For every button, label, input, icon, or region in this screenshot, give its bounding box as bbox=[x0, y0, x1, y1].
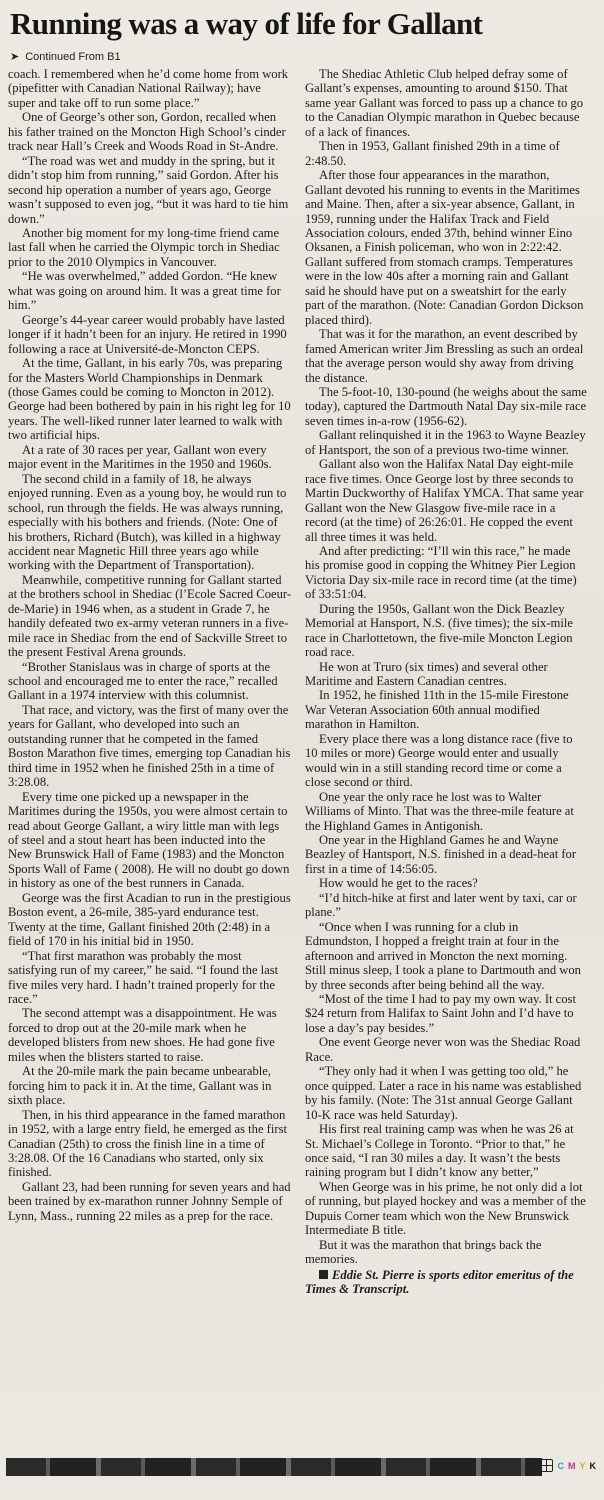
paragraph: In 1952, he finished 11th in the 15-mile Firestone War Veteran Association 60th annual modified marathon in Hamilton. bbox=[305, 688, 569, 732]
paragraph: “Brother Stanislaus was in charge of sports at the school and encouraged me to enter the race,” recalled Gallant in a 1974 interview with this columnist. bbox=[8, 659, 278, 703]
paragraph: Then, in his third appearance in the famed marathon in 1952, with a large entry field, he emerged as the first Canadian (25th) to cross the finish line in a time of 3:28.08. Of the 16 Canadians who started, only six finished. bbox=[8, 1107, 287, 1180]
registration-mark bbox=[540, 1459, 596, 1472]
paragraph: Gallant relinquished it in the 1963 to Wayne Beazley of Hantsport, the son of a previous two-time winner. bbox=[305, 428, 586, 457]
paragraph: The Shediac Athletic Club helped defray some of Gallant’s expenses, amounting to around $150. That same year Gallant was forced to pass up a chance to go to the Canadian Olympic marathon in Quebec because of a lack of finances. bbox=[305, 67, 584, 139]
paragraph: Meanwhile, competitive running for Gallant started at the brothers school in Shediac (l’Ecole Sacred Coeur-de-Marie) in 1946 when, as a student in Grade 7, he handily defeated two ex-army veteran runners in a five-mile race in Shediac from the end of Sackville Street to the present Festival Arena grounds. bbox=[8, 572, 292, 660]
paragraph: That race, and victory, was the first of many over the years for Gallant, who developed into such an outstanding runner that he competed in the famed Boston Marathon five times, emerging top Canadian his third time in 1952 when he finished 25th in a time of 3:28.08. bbox=[8, 702, 291, 790]
paragraph: Then in 1953, Gallant finished 29th in a time of 2:48.50. bbox=[305, 139, 560, 168]
paragraph: “The road was wet and muddy in the spring, but it didn’t stop him from running,” said Gordon. After his second hip operation a number of years ago, George wasn’t supposed to even jog, “but it was hard to tie him down.” bbox=[8, 153, 289, 226]
paragraph: One year the only race he lost was to Walter Williams of Minto. That was the three-mile feature at the Highland Games in Antigonish. bbox=[305, 789, 574, 833]
paragraph: At the 20-mile mark the pain became unbearable, forcing him to pack it in. At the time, Gallant was in sixth place. bbox=[8, 1064, 272, 1108]
cmyk-y: Y bbox=[579, 1460, 586, 1471]
paragraph: “I’d hitch-hike at first and later went by taxi, car or plane.” bbox=[305, 890, 577, 920]
paragraph: One event George never won was the Shediac Road Race. bbox=[305, 1035, 581, 1064]
paragraph: One of George’s other son, Gordon, recalled when his father trained on the Moncton High School’s cinder track near Hall’s Creek and Woods Road in St-Andre. bbox=[8, 110, 286, 154]
paragraph: The second child in a family of 18, he always enjoyed running. Even as a young boy, he would run to school, run through the fields. He was always running, especially with his bothers and friends. (Note: One of his brothers, Richard (Butch), was killed in a highway accident near Magnetic Hill three years ago while working with the Department of Transportation). bbox=[8, 471, 287, 573]
paragraph: “They only had it when I was getting too old,” he once quipped. Later a race in his name was established by his family. (Note: The 31st annual George Gallant 10-K race was held Saturday). bbox=[305, 1064, 582, 1122]
paragraph: Gallant also won the Halifax Natal Day eight-mile race five times. Once George lost by three seconds to Martin Duckworthy of Halifax YMCA. That same year Gallant won the New Glasgow five-mile race in a record (at the time) of 26:26:01. He copped the event all three times it was held. bbox=[305, 457, 584, 544]
headline: Running was a way of life for Gallant bbox=[10, 6, 483, 41]
paragraph: Another big moment for my long-time friend came last fall when he carried the Olympic torch in Shediac prior to the 2010 Olympics in Vancouver. bbox=[8, 225, 280, 269]
printer-color-bar bbox=[6, 1458, 542, 1476]
paragraph: The second attempt was a disappointment. He was forced to drop out at the 20-mile mark when he developed blisters from new shoes. He had gone five miles when the blisters started to raise. bbox=[8, 1006, 277, 1064]
jump-line bbox=[10, 50, 596, 63]
paragraph: And after predicting: “I’ll win this race,” he made his promise good in copping the Whitney Pier Legion Victoria Day six-mile race in record time (at the time) of 33:51:04. bbox=[305, 543, 577, 602]
paragraph: His first real training camp was when he was 26 at St. Michael’s College in Toronto. “Prior to that,” he once said, “I ran 30 miles a day. It wasn’t the bests raining program but I didn’t know any better,” bbox=[305, 1122, 574, 1180]
left-column bbox=[8, 67, 291, 1297]
paragraph: coach. I remembered when he’d come home from work (pipefitter with Canadian National Railway); have super and take off to run some place.” bbox=[8, 67, 289, 110]
paragraph: That was it for the marathon, an event described by famed American writer Jim Bressling as such an ordeal that the average person would shy away from driving the distance. bbox=[305, 327, 584, 385]
paragraph: One year in the Highland Games he and Wayne Beazley of Hantsport, N.S. finished in a dead-heat for first in a time of 14:56:05. bbox=[305, 833, 577, 876]
paragraph: How would he get to the races? bbox=[319, 876, 478, 891]
square-bullet-icon bbox=[319, 1270, 328, 1279]
paragraph: George’s 44-year career would probably have lasted longer if it hadn’t been for an injury. He retired in 1990 following a race at Université-de-Moncton CEPS. bbox=[8, 312, 287, 356]
paragraph: Gallant 23, had been running for seven years and had been trained by ex-marathon runner Johnny Semple of Lynn, Mass., running 22 miles as a prep for the race. bbox=[8, 1179, 291, 1223]
paragraph: During the 1950s, Gallant won the Dick Beazley Memorial at Hansport, N.S. (five times); the six-mile race in Charlottetown, the five-mile Moncton Legion road race. bbox=[305, 601, 573, 660]
paragraph: He won at Truro (six times) and several other Maritime and Eastern Canadian centres. bbox=[305, 659, 548, 689]
cmyk-c: C bbox=[557, 1460, 564, 1471]
cmyk-m: M bbox=[567, 1460, 576, 1471]
arrow-right-icon: ➤ bbox=[10, 51, 20, 63]
paragraph: Every place there was a long distance race (five to 10 miles or more) George would enter and usually would win in a still standing record time or come a close second or third. bbox=[305, 731, 573, 790]
cmyk-k: K bbox=[589, 1460, 596, 1471]
article-body bbox=[6, 67, 596, 1297]
paragraph: The 5-foot-10, 130-pound (he weighs about the same today), captured the Dartmouth Natal Day six-mile race seven times in-a-row (1956-62). bbox=[305, 384, 587, 428]
paragraph: “That first marathon was probably the most satisfying run of my career,” he said. “I found the last five miles very hard. I hadn’t trained properly for the race.” bbox=[8, 948, 279, 1006]
paragraph: George was the first Acadian to run in the prestigious Boston event, a 26-mile, 385-yard endurance test. Twenty at the time, Gallant finished 20th (2:48) in a field of 170 in his initial bid in 1950. bbox=[8, 890, 291, 949]
paragraph: At a rate of 30 races per year, Gallant won every major event in the Maritimes in the 1950 and 1960s. bbox=[8, 442, 272, 472]
registration-crosshair-icon bbox=[540, 1459, 553, 1472]
paragraph: But it was the marathon that brings back the memories. bbox=[305, 1237, 542, 1267]
paragraph: After those four appearances in the marathon, Gallant devoted his running to events in the Maritimes and Maine. Then, after a six-year absence, Gallant, in 1959, running under the Halifax Track and Field Association colours, ended 37th, behind winner Eino Oksanen, a Finish policeman, who won in 2:22:42. Gallant suffered from stomach cramps. Temperatures were in the low 40s after a morning rain and Gallant said he should have put on a sweatshirt for the early part of the marathon. (Note: Canadian Gordon Dickson placed third). bbox=[305, 168, 584, 327]
byline bbox=[305, 1268, 588, 1297]
paragraph: At the time, Gallant, in his early 70s, was preparing for the Masters World Championships in Denmark (those Games could be coming to Moncton in 2012). George had been bothered by pain in his right leg for 10 years. The well-liked runner later learned to walk with two artificial hips. bbox=[8, 356, 291, 443]
jump-label: Continued From B1 bbox=[25, 50, 121, 63]
paragraph: Every time one picked up a newspaper in the Maritimes during the 1950s, you were almost certain to read about George Gallant, a wiry little man with legs of steel and a stout heart has been inducted into the New Brunswick Hall of Fame (1983) and the Moncton Sports Wall of Fame ( 2008). He will no doubt go down in history as one of the best runners in Canada. bbox=[8, 789, 290, 891]
paragraph: “Most of the time I had to pay my own way. It cost $24 return from Halifax to Saint John and I’d have to lose a day’s pay besides.” bbox=[305, 992, 576, 1035]
paragraph: When George was in his prime, he not only did a lot of running, but played hockey and was a member of the Dupuis Corner team which won the New Brunswick Intermediate B title. bbox=[305, 1179, 586, 1238]
paragraph: “He was overwhelmed,” added Gordon. “He knew what was going on around him. It was a great time for him.” bbox=[8, 269, 281, 313]
paragraph: “Once when I was running for a club in Edmundston, I hopped a freight train at four in the afternoon and arrived in Moncton the next morning. Still minus sleep, I took a plane to Dartmouth and won by three seconds after being behind all the way. bbox=[305, 919, 581, 992]
byline-text: Eddie St. Pierre is sports editor emeritus of the Times & Transcript. bbox=[305, 1267, 574, 1297]
right-column bbox=[305, 67, 588, 1297]
